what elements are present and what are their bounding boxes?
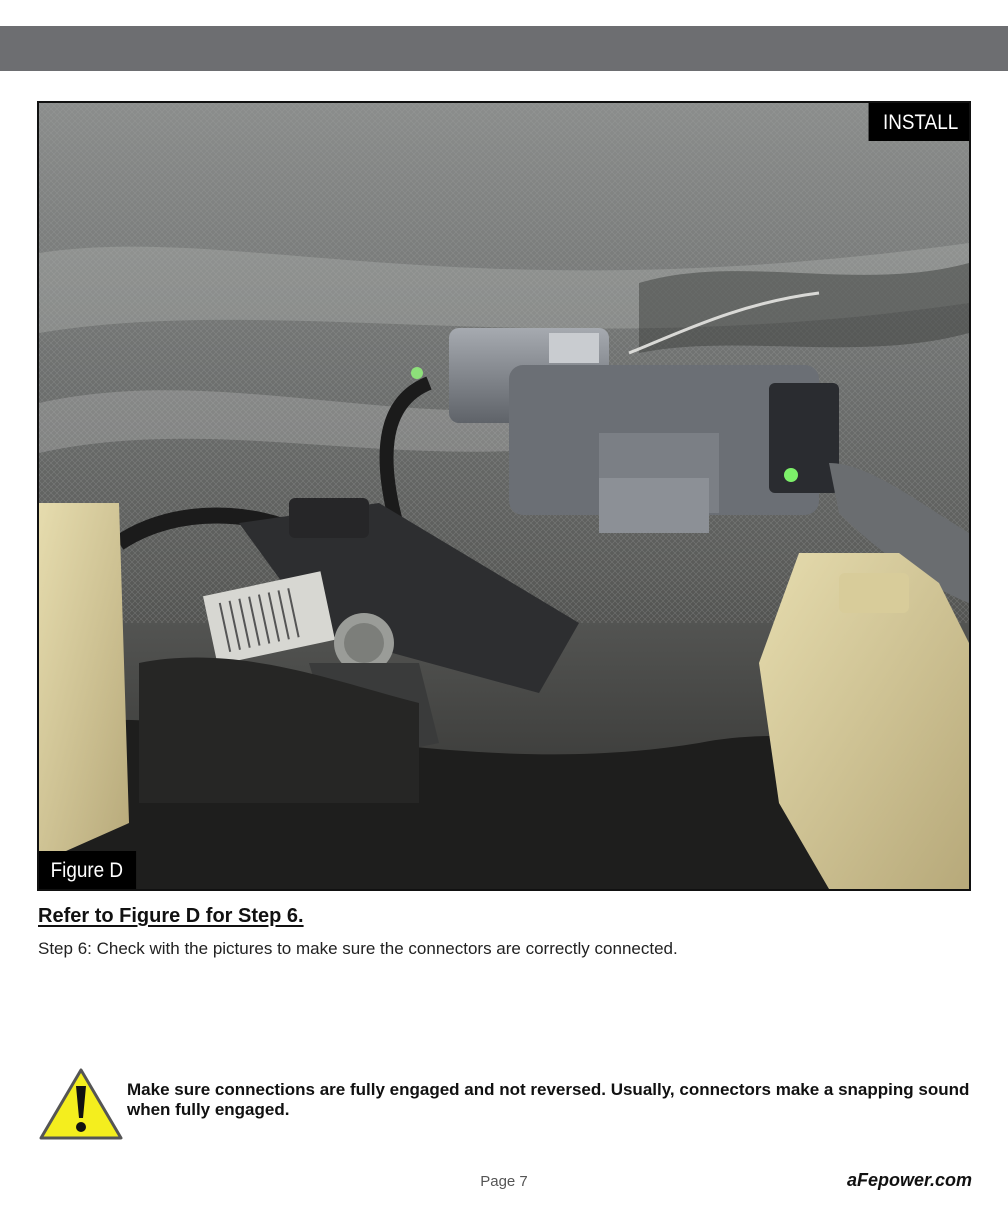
header-bar [0,26,1008,71]
page-number: Page 7 [480,1173,528,1190]
step-heading: Refer to Figure D for Step 6. [38,905,304,927]
figure-d-photo [37,101,971,891]
warning-icon [37,1066,125,1142]
engine-connector-photo [39,103,969,889]
step-text: Step 6: Check with the pictures to make sure the connectors are correctly connected. [38,939,678,958]
warning-text: Make sure connections are fully engaged and not reversed. Usually, connectors make a snapping sound when fully engaged. [127,1080,970,1119]
figure-caption: Figure D [38,851,136,889]
website-link[interactable]: aFepower.com [846,1170,972,1190]
install-tag: INSTALL [869,103,971,141]
